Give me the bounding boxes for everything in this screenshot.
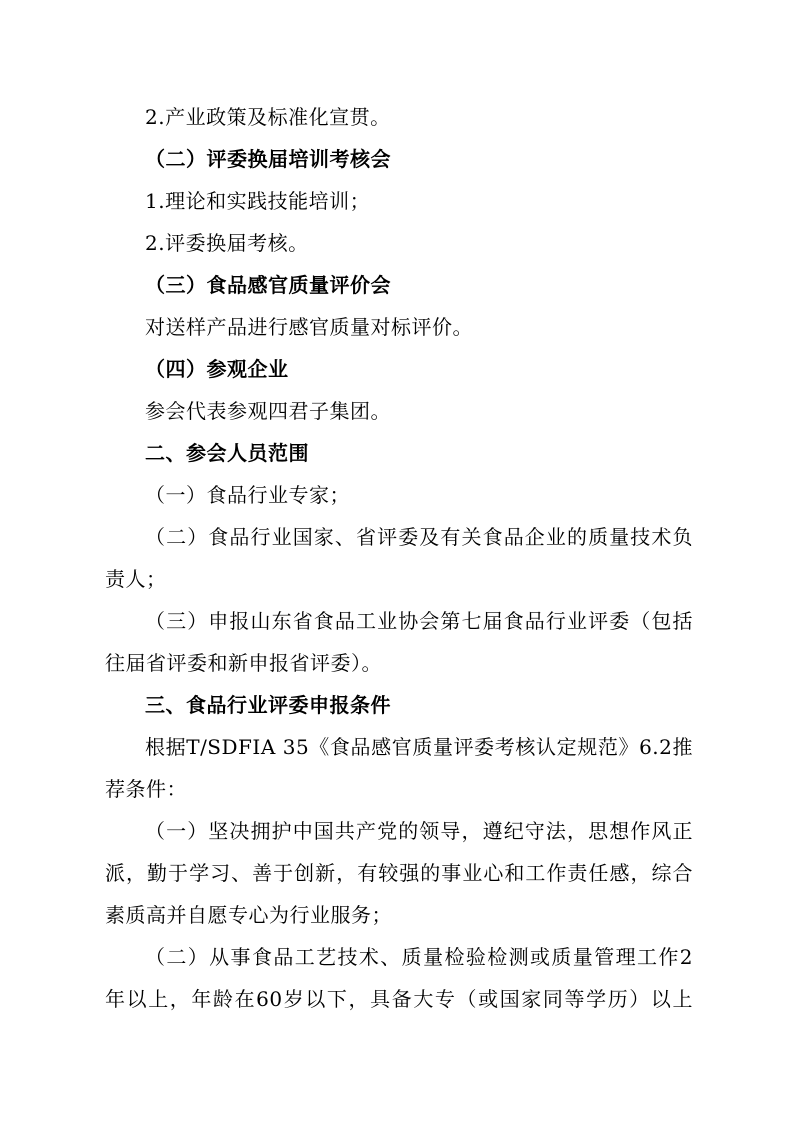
heading-conditions: 三、食品行业评委申报条件 [145, 693, 391, 717]
paragraph-standard-b: 荐条件： [105, 777, 187, 801]
paragraph-training-1: 1.理论和实践技能培训； [145, 189, 371, 213]
paragraph-participants-2b: 责人； [105, 567, 167, 591]
paragraph-standard-a: 根据T/SDFIA 35《食品感官质量评委考核认定规范》6.2推 [145, 735, 693, 759]
paragraph-condition-2a: （二）从事食品工艺技术、质量检验检测或质量管理工作2 [145, 945, 693, 969]
paragraph-condition-1a: （一）坚决拥护中国共产党的领导，遵纪守法，思想作风正 [145, 819, 693, 843]
paragraph-evaluation: 对送样产品进行感官质量对标评价。 [145, 315, 473, 339]
paragraph-training-2: 2.评委换届考核。 [145, 231, 309, 255]
paragraph-condition-1c: 素质高并自愿专心为行业服务； [105, 903, 392, 927]
paragraph-participants-2a: （二）食品行业国家、省评委及有关食品企业的质量技术负 [145, 525, 693, 549]
paragraph-participants-3a: （三）申报山东省食品工业协会第七届食品行业评委（包括 [145, 609, 693, 633]
paragraph-participants-1: （一）食品行业专家； [145, 483, 350, 507]
subheading-evaluation: （三）食品感官质量评价会 [145, 273, 391, 297]
subheading-visit: （四）参观企业 [145, 357, 289, 381]
paragraph-visit: 参会代表参观四君子集团。 [145, 399, 391, 423]
paragraph-condition-2b: 年以上，年龄在60岁以下，具备大专（或国家同等学历）以上 [105, 987, 693, 1011]
heading-participants: 二、参会人员范围 [145, 441, 309, 465]
paragraph-policy: 2.产业政策及标准化宣贯。 [145, 105, 391, 129]
paragraph-condition-1b: 派，勤于学习、善于创新，有较强的事业心和工作责任感，综合 [105, 861, 693, 885]
subheading-training: （二）评委换届培训考核会 [145, 147, 391, 171]
paragraph-participants-3b: 往届省评委和新申报省评委）。 [105, 651, 382, 675]
